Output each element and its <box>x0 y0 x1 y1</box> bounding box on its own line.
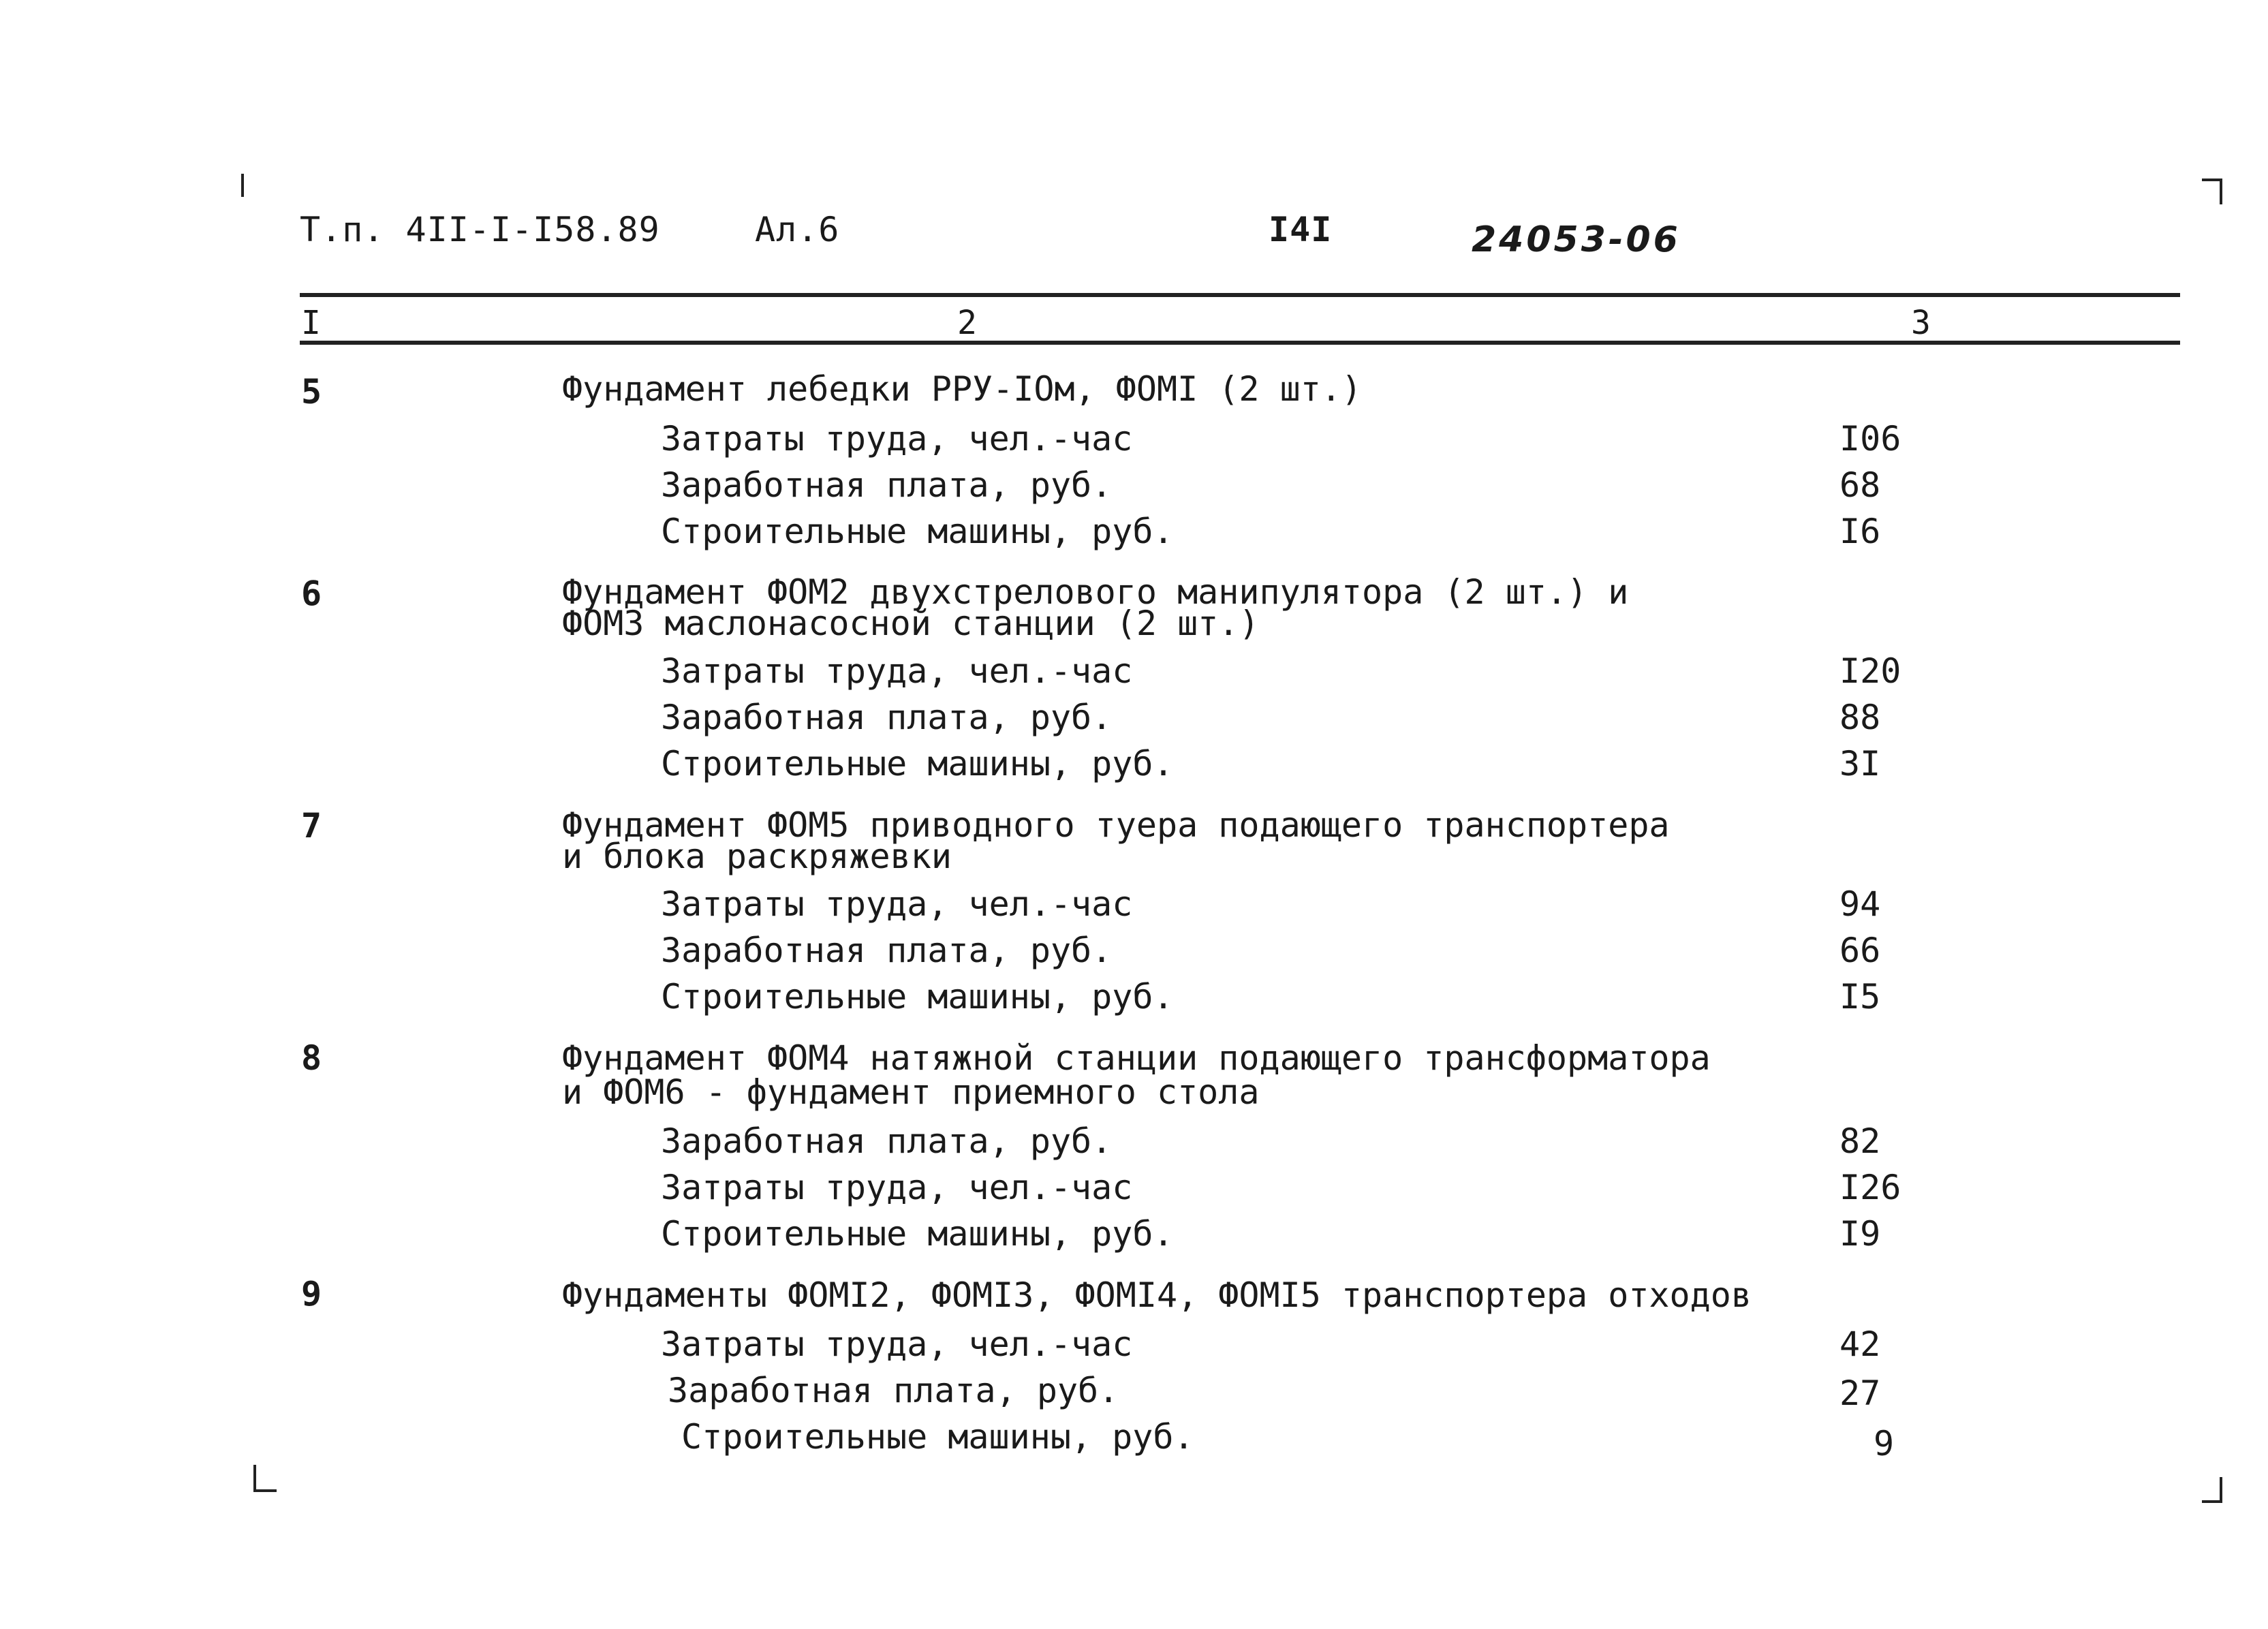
album-number: Ал.6 <box>755 210 840 249</box>
row-title-line-1: Фундамент ФОМ5 приводного туера подающего транспортера <box>562 805 1670 845</box>
cost-item-label: Строительные машины, руб. <box>661 1214 1174 1254</box>
row-number: 8 <box>301 1038 322 1078</box>
cost-item-value: 9 <box>1874 1424 1895 1463</box>
cost-item-label: Заработная плата, руб. <box>668 1371 1119 1410</box>
table-header-rule <box>300 341 2180 345</box>
row-title: Фундамент лебедки РРУ-IOм, ФОМI (2 шт.) <box>562 369 1362 409</box>
crop-mark-bottom-right <box>2202 1477 2222 1503</box>
cost-item-label: Заработная плата, руб. <box>661 465 1113 505</box>
cost-item-label: Заработная плата, руб. <box>661 1121 1113 1161</box>
column-header-3: 3 <box>1911 304 1931 342</box>
row-number: 9 <box>301 1274 322 1314</box>
cost-item-value: 27 <box>1839 1374 1881 1413</box>
row-title-line-1: Фундамент ФОМ2 двухстрелового манипулятора (2 шт.) и <box>562 572 1629 612</box>
cost-item-value: 68 <box>1839 465 1881 505</box>
cost-item-label: Строительные машины, руб. <box>661 512 1174 551</box>
cost-item-value: I26 <box>1839 1168 1901 1207</box>
inventory-stamp: 24053-06 <box>1472 219 1681 260</box>
cost-item-label: Строительные машины, руб. <box>661 977 1174 1017</box>
cost-item-value: 88 <box>1839 698 1881 737</box>
cost-item-label: Затраты труда, чел.-час <box>661 1168 1133 1207</box>
cost-item-label: Строительные машины, руб. <box>681 1417 1194 1457</box>
crop-mark-bottom-left <box>253 1465 277 1492</box>
cost-item-label: Затраты труда, чел.-час <box>661 884 1133 924</box>
table-top-rule <box>300 293 2180 297</box>
cost-item-value: 66 <box>1839 931 1881 970</box>
row-title-line-2: и блока раскряжевки <box>562 837 952 876</box>
row-title: Фундаменты ФОМI2, ФОМI3, ФОМI4, ФОМI5 транспортера отходов <box>562 1275 1752 1315</box>
cost-item-label: Затраты труда, чел.-час <box>661 419 1133 459</box>
cost-item-value: I9 <box>1839 1214 1881 1254</box>
crop-mark-top-left <box>241 174 244 197</box>
cost-item-label: Строительные машины, руб. <box>661 744 1174 784</box>
document-reference: Т.п. 4II-I-I58.89 <box>300 210 660 249</box>
cost-item-value: I20 <box>1839 651 1901 691</box>
column-header-1: I <box>301 304 321 342</box>
cost-item-label: Затраты труда, чел.-час <box>661 1324 1133 1364</box>
row-number: 5 <box>301 372 322 412</box>
cost-item-value: I6 <box>1839 512 1881 551</box>
cost-item-value: 3I <box>1839 744 1881 784</box>
row-number: 6 <box>301 574 322 613</box>
crop-mark-top-right <box>2202 179 2222 204</box>
cost-item-value: I06 <box>1839 419 1901 459</box>
row-number: 7 <box>301 806 322 845</box>
cost-item-value: 42 <box>1839 1324 1881 1364</box>
cost-item-label: Заработная плата, руб. <box>661 931 1113 970</box>
cost-item-value: 82 <box>1839 1121 1881 1161</box>
cost-item-value: 94 <box>1839 884 1881 924</box>
cost-item-value: I5 <box>1839 977 1881 1017</box>
cost-item-label: Затраты труда, чел.-час <box>661 651 1133 691</box>
cost-item-label: Заработная плата, руб. <box>661 698 1113 737</box>
row-title-line-2: ФОМ3 маслонасосной станции (2 шт.) <box>562 604 1260 643</box>
row-title-line-1: Фундамент ФОМ4 натяжной станции подающего трансформатора <box>562 1038 1711 1078</box>
column-header-2: 2 <box>957 304 977 342</box>
page-number: I4I <box>1269 210 1333 249</box>
row-title-line-2: и ФОМ6 - фундамент приемного стола <box>562 1072 1260 1112</box>
